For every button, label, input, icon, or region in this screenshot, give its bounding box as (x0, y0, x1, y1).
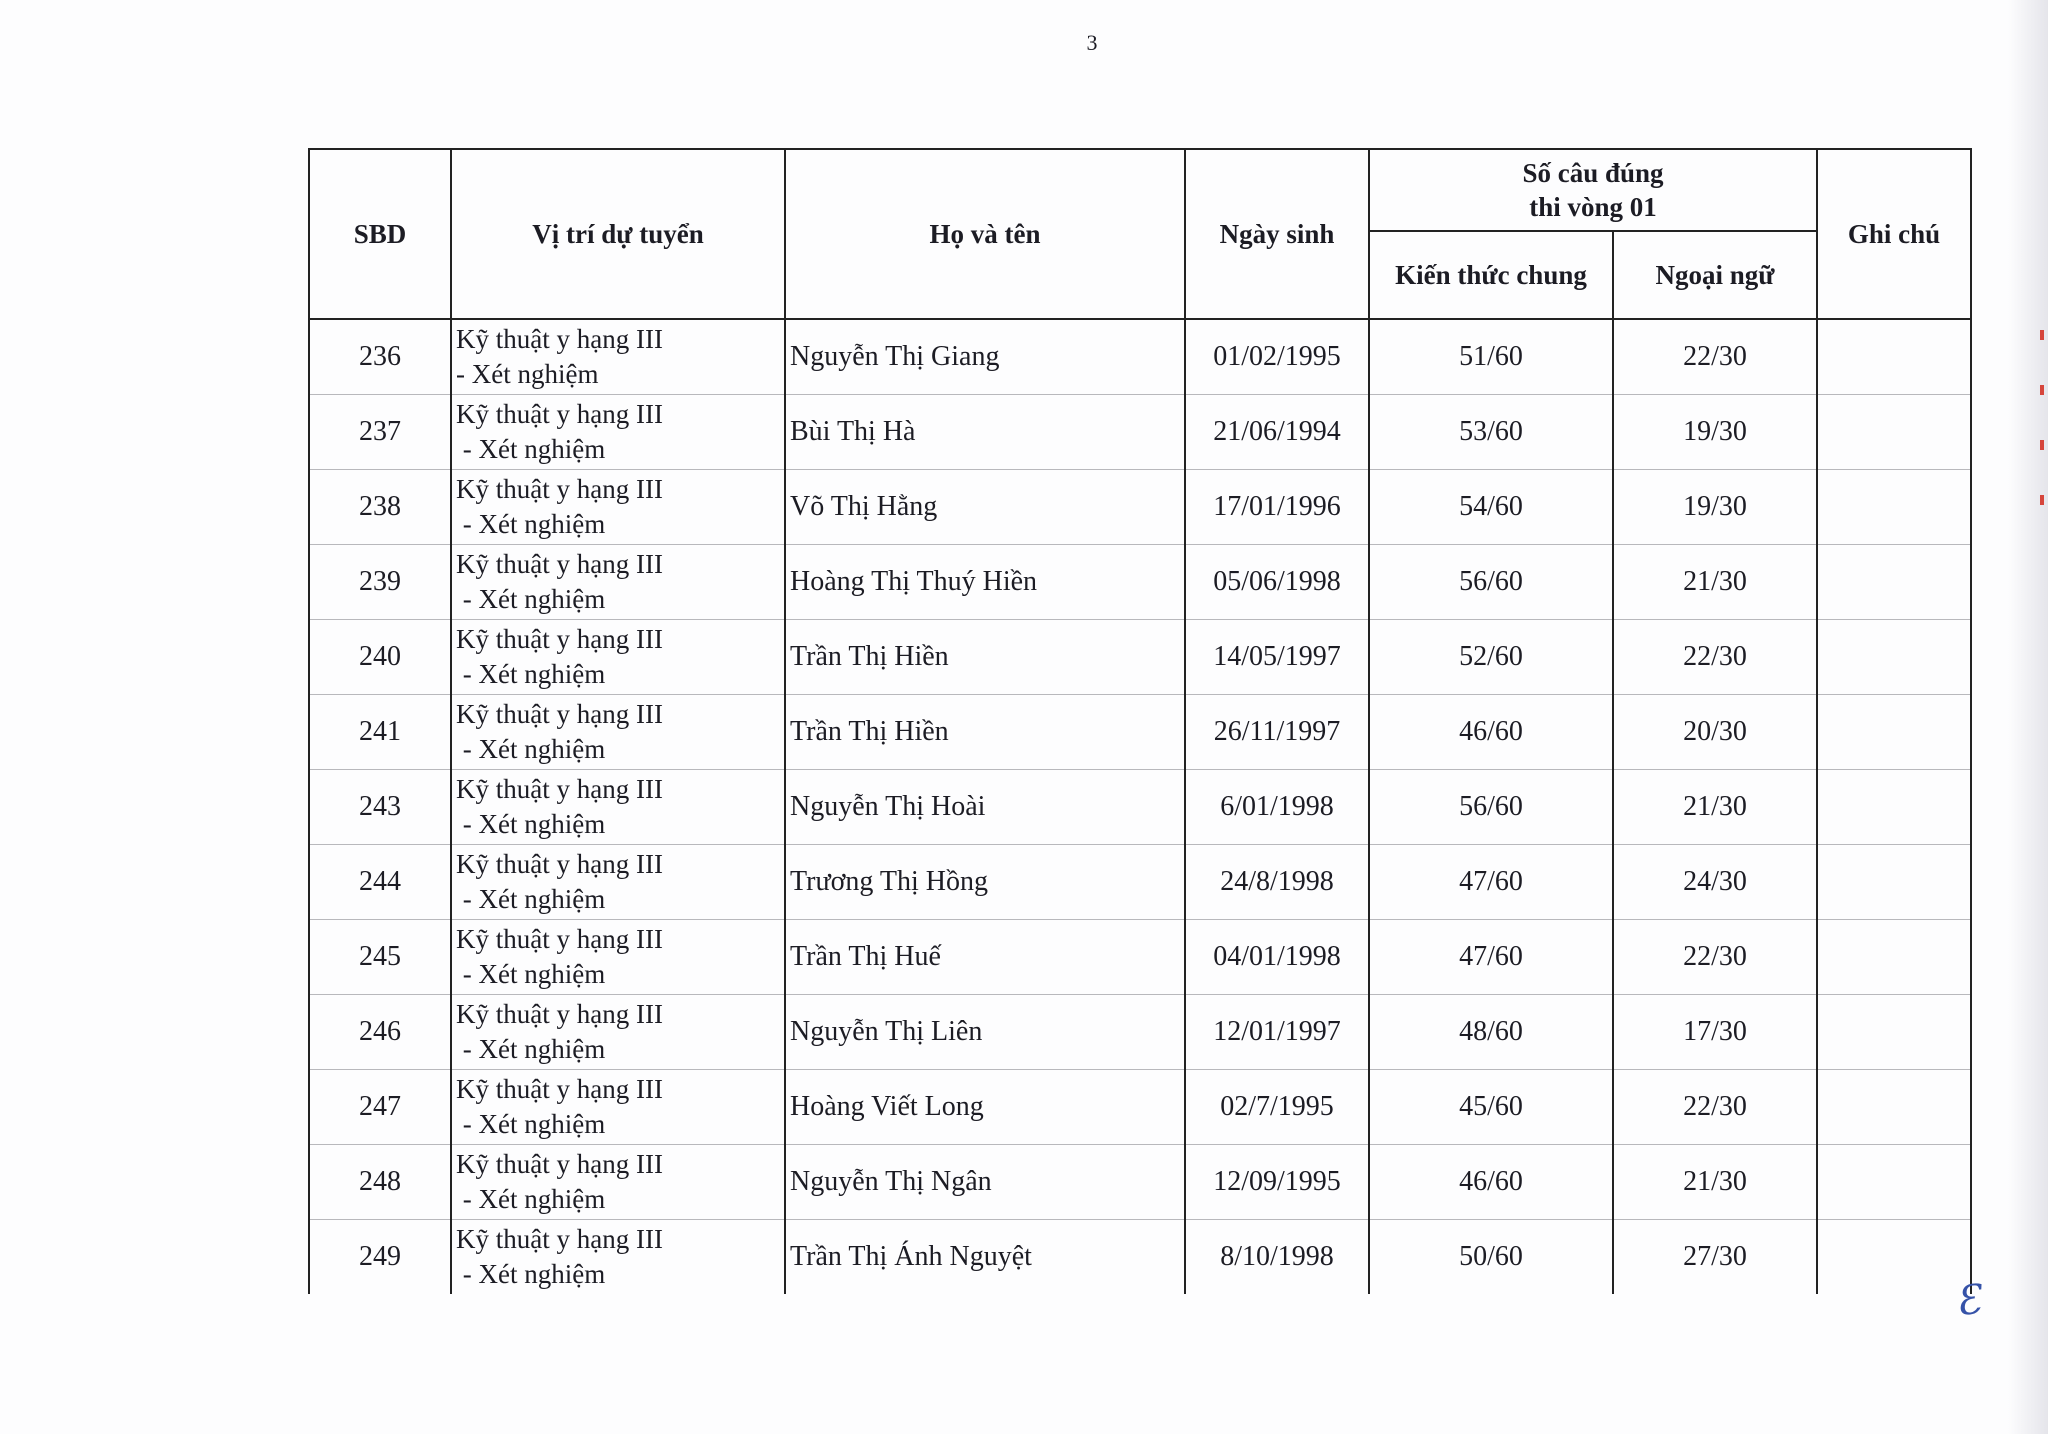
table-row (309, 545, 1971, 620)
cell-foreign-language: 20/30 (1613, 695, 1817, 770)
cell-position (451, 319, 785, 395)
cell-note (1817, 1145, 1971, 1220)
table-row (309, 845, 1971, 920)
cell-position (451, 545, 785, 620)
cell-sbd: 249 (309, 1220, 451, 1295)
cell-general-knowledge: 50/60 (1369, 1220, 1613, 1295)
cell-foreign-language: 24/30 (1613, 845, 1817, 920)
cell-foreign-language: 19/30 (1613, 395, 1817, 470)
table-row (309, 695, 1971, 770)
cell-note (1817, 1070, 1971, 1145)
cell-position (451, 1145, 785, 1220)
position-line-1: Kỹ thuật y hạng III (456, 849, 663, 879)
cell-position (451, 920, 785, 995)
cell-full-name: Võ Thị Hằng (785, 470, 1185, 545)
header-score-group: Số câu đúng thi vòng 01 (1369, 149, 1817, 231)
table-row (309, 620, 1971, 695)
cell-dob: 12/01/1997 (1185, 995, 1369, 1070)
cell-full-name: Nguyễn Thị Liên (785, 995, 1185, 1070)
results-table (308, 148, 1972, 1294)
cell-foreign-language: 19/30 (1613, 470, 1817, 545)
cell-note (1817, 920, 1971, 995)
table-row (309, 1070, 1971, 1145)
cell-dob: 24/8/1998 (1185, 845, 1369, 920)
position-line-1: Kỹ thuật y hạng III (456, 1074, 663, 1104)
cell-dob: 17/01/1996 (1185, 470, 1369, 545)
position-line-2: - Xét nghiệm (456, 659, 606, 689)
page-number: 3 (1086, 30, 1098, 55)
table-row (309, 395, 1971, 470)
table-row (309, 770, 1971, 845)
cell-position (451, 470, 785, 545)
cell-foreign-language: 27/30 (1613, 1220, 1817, 1295)
position-line-2: - Xét nghiệm (456, 1184, 606, 1214)
cell-dob: 14/05/1997 (1185, 620, 1369, 695)
cell-note (1817, 770, 1971, 845)
cell-full-name: Hoàng Viết Long (785, 1070, 1185, 1145)
header-foreign-language: Ngoại ngữ (1613, 231, 1817, 319)
cell-position (451, 845, 785, 920)
table-row (309, 1145, 1971, 1220)
table-row (309, 470, 1971, 545)
table-row (309, 1220, 1971, 1295)
position-line-1: Kỹ thuật y hạng III (456, 1149, 663, 1179)
table-body (309, 319, 1971, 1294)
cell-full-name: Trần Thị Hiền (785, 695, 1185, 770)
position-line-2: - Xét nghiệm (456, 959, 606, 989)
cell-sbd: 239 (309, 545, 451, 620)
cell-sbd: 247 (309, 1070, 451, 1145)
header-position: Vị trí dự tuyển (451, 149, 785, 319)
cell-general-knowledge: 45/60 (1369, 1070, 1613, 1145)
cell-foreign-language: 22/30 (1613, 319, 1817, 395)
cell-general-knowledge: 51/60 (1369, 319, 1613, 395)
cell-position (451, 995, 785, 1070)
table-row (309, 995, 1971, 1070)
cell-sbd: 237 (309, 395, 451, 470)
cell-general-knowledge: 56/60 (1369, 545, 1613, 620)
cell-general-knowledge: 47/60 (1369, 920, 1613, 995)
header-dob: Ngày sinh (1185, 149, 1369, 319)
cell-foreign-language: 22/30 (1613, 620, 1817, 695)
cell-general-knowledge: 53/60 (1369, 395, 1613, 470)
cell-foreign-language: 22/30 (1613, 920, 1817, 995)
cell-general-knowledge: 46/60 (1369, 1145, 1613, 1220)
cell-sbd: 236 (309, 319, 451, 395)
cell-note (1817, 1220, 1971, 1295)
cell-general-knowledge: 46/60 (1369, 695, 1613, 770)
cell-dob: 26/11/1997 (1185, 695, 1369, 770)
cell-foreign-language: 22/30 (1613, 1070, 1817, 1145)
position-line-2: - Xét nghiệm (456, 1109, 606, 1139)
cell-dob: 05/06/1998 (1185, 545, 1369, 620)
cell-note (1817, 845, 1971, 920)
cell-note (1817, 620, 1971, 695)
cell-sbd: 240 (309, 620, 451, 695)
cell-dob: 02/7/1995 (1185, 1070, 1369, 1145)
cell-sbd: 238 (309, 470, 451, 545)
position-line-2: - Xét nghiệm (456, 734, 606, 764)
position-line-2: - Xét nghiệm (456, 584, 606, 614)
cell-note (1817, 695, 1971, 770)
position-line-1: Kỹ thuật y hạng III (456, 999, 663, 1029)
cell-general-knowledge: 47/60 (1369, 845, 1613, 920)
cell-full-name: Nguyễn Thị Hoài (785, 770, 1185, 845)
cell-full-name: Trần Thị Hiền (785, 620, 1185, 695)
cell-general-knowledge: 54/60 (1369, 470, 1613, 545)
position-line-2: - Xét nghiệm (456, 359, 599, 389)
position-line-2: - Xét nghiệm (456, 1034, 606, 1064)
cell-position (451, 1220, 785, 1295)
position-line-1: Kỹ thuật y hạng III (456, 399, 663, 429)
cell-full-name: Hoàng Thị Thuý Hiền (785, 545, 1185, 620)
cell-foreign-language: 21/30 (1613, 770, 1817, 845)
cell-sbd: 246 (309, 995, 451, 1070)
cell-note (1817, 395, 1971, 470)
cell-full-name: Bùi Thị Hà (785, 395, 1185, 470)
cell-sbd: 248 (309, 1145, 451, 1220)
position-line-1: Kỹ thuật y hạng III (456, 699, 663, 729)
cell-position (451, 695, 785, 770)
cell-position (451, 770, 785, 845)
cell-general-knowledge: 52/60 (1369, 620, 1613, 695)
header-sbd: SBD (309, 149, 451, 319)
position-line-1: Kỹ thuật y hạng III (456, 474, 663, 504)
cell-full-name: Nguyễn Thị Giang (785, 319, 1185, 395)
position-line-1: Kỹ thuật y hạng III (456, 1224, 663, 1254)
cell-foreign-language: 21/30 (1613, 1145, 1817, 1220)
position-line-1: Kỹ thuật y hạng III (456, 324, 663, 354)
cell-note (1817, 995, 1971, 1070)
cell-dob: 8/10/1998 (1185, 1220, 1369, 1295)
cell-sbd: 245 (309, 920, 451, 995)
position-line-1: Kỹ thuật y hạng III (456, 774, 663, 804)
position-line-2: - Xét nghiệm (456, 809, 606, 839)
cell-note (1817, 319, 1971, 395)
cell-general-knowledge: 56/60 (1369, 770, 1613, 845)
header-note: Ghi chú (1817, 149, 1971, 319)
cell-dob: 21/06/1994 (1185, 395, 1369, 470)
scan-edge-shadow (2008, 0, 2048, 1434)
cell-full-name: Trần Thị Ánh Nguyệt (785, 1220, 1185, 1295)
margin-red-marks (2040, 330, 2044, 550)
position-line-1: Kỹ thuật y hạng III (456, 924, 663, 954)
cell-dob: 12/09/1995 (1185, 1145, 1369, 1220)
cell-position (451, 395, 785, 470)
header-full-name: Họ và tên (785, 149, 1185, 319)
cell-foreign-language: 21/30 (1613, 545, 1817, 620)
cell-sbd: 244 (309, 845, 451, 920)
cell-full-name: Trần Thị Huế (785, 920, 1185, 995)
cell-position (451, 1070, 785, 1145)
cell-foreign-language: 17/30 (1613, 995, 1817, 1070)
cell-full-name: Trương Thị Hồng (785, 845, 1185, 920)
handwritten-initials: Ɛ (1952, 1276, 1985, 1326)
table-row (309, 920, 1971, 995)
position-line-1: Kỹ thuật y hạng III (456, 624, 663, 654)
position-line-2: - Xét nghiệm (456, 434, 606, 464)
position-line-2: - Xét nghiệm (456, 509, 606, 539)
cell-dob: 6/01/1998 (1185, 770, 1369, 845)
cell-position (451, 620, 785, 695)
cell-sbd: 243 (309, 770, 451, 845)
cell-full-name: Nguyễn Thị Ngân (785, 1145, 1185, 1220)
position-line-2: - Xét nghiệm (456, 884, 606, 914)
cell-sbd: 241 (309, 695, 451, 770)
cell-general-knowledge: 48/60 (1369, 995, 1613, 1070)
cell-dob: 04/01/1998 (1185, 920, 1369, 995)
position-line-2: - Xét nghiệm (456, 1259, 606, 1289)
cell-dob: 01/02/1995 (1185, 319, 1369, 395)
table-row (309, 319, 1971, 395)
position-line-1: Kỹ thuật y hạng III (456, 549, 663, 579)
header-general-knowledge: Kiến thức chung (1369, 231, 1613, 319)
cell-note (1817, 470, 1971, 545)
cell-note (1817, 545, 1971, 620)
